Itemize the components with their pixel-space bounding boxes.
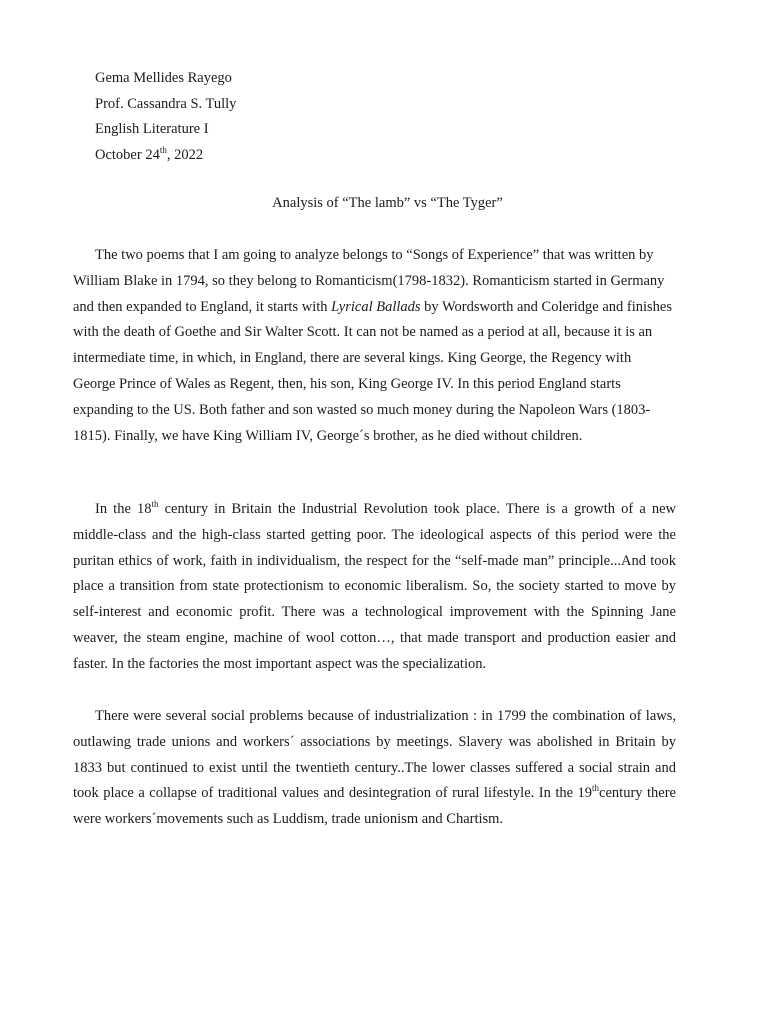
student-name: Gema Mellides Rayego: [95, 70, 232, 86]
paragraph-3: [73, 704, 676, 833]
paragraph-3-part-b: century there were workers´movements such as Luddism, trade unionism and Chartism.: [73, 785, 676, 828]
date-suffix: , 2022: [166, 146, 204, 163]
professor-name: Prof. Cassandra S. Tully: [95, 95, 237, 112]
document-title: Analysis of “The lamb” vs “The Tyger”: [272, 195, 503, 211]
date-prefix: October 24: [95, 146, 160, 163]
paragraph-1-part-a: The two poems that I am going to analyze belongs to “Songs of Experience” that was written by William Blake in 1794, so they belong to Romanticism(1798-1832). Romanticism started in Germany and then expanded to England, it starts with: [73, 247, 665, 315]
paragraph-2-part-b: century in Britain the Industrial Revolution took place. There is a growth of a new middle-class and the high-class started getting poor. The ideological aspects of this period were the puritan ethics of work, faith in individualism, the respect for the “self-made man” principle...And took place a transition from state protectionism to economic liberalism. So, the society started to move by self-interest and economic profit. There was a technological improvement with the Spinning Jane weaver, the steam engine, machine of wool cotton…, that made transport and production easier and faster. In the factories the most important aspect was the specialization.: [73, 501, 677, 672]
course-name: English Literature I: [95, 121, 209, 137]
paragraph-2-part-a: In the 18: [95, 501, 152, 517]
paragraph-2: [73, 497, 676, 678]
paragraph-3-superscript: th: [592, 783, 600, 794]
paragraph-1-part-b: by Wordsworth and Coleridge and finishes with the death of Goethe and Sir Walter Scott. It can not be named as a period at all, because it is an intermediate time, in which, in England, there are several kings. King George, the Regency with George Prince of Wales as Regent, then, his son, King George IV. In this period England starts expanding to the US. Both father and son wasted so much money during the Napoleon Wars (1803-1815). Finally, we have King William IV, George´s brother, as he died without children.: [73, 298, 673, 444]
paragraph-2-superscript: th: [151, 499, 159, 509]
document-date: [95, 143, 236, 169]
paragraph-1: [73, 243, 676, 449]
paragraph-2-text: [73, 497, 676, 678]
paragraph-3-text: [73, 704, 676, 833]
date-superscript: th: [159, 144, 167, 155]
paragraph-1-italic-title: Lyrical Ballads: [331, 298, 421, 315]
paragraph-1-text: [73, 243, 676, 449]
document-header: [95, 66, 236, 168]
paragraph-3-part-a: There were several social problems because of industrialization : in 1799 the combination of laws, outlawing trade unions and workers´ associations by meetings. Slavery was abolished in Britain by 1833 but continued to exist until the twentieth century..The lower classes suffered a social strain and took place a collapse of traditional values and desintegration of rural lifestyle. In the 19: [73, 708, 676, 802]
